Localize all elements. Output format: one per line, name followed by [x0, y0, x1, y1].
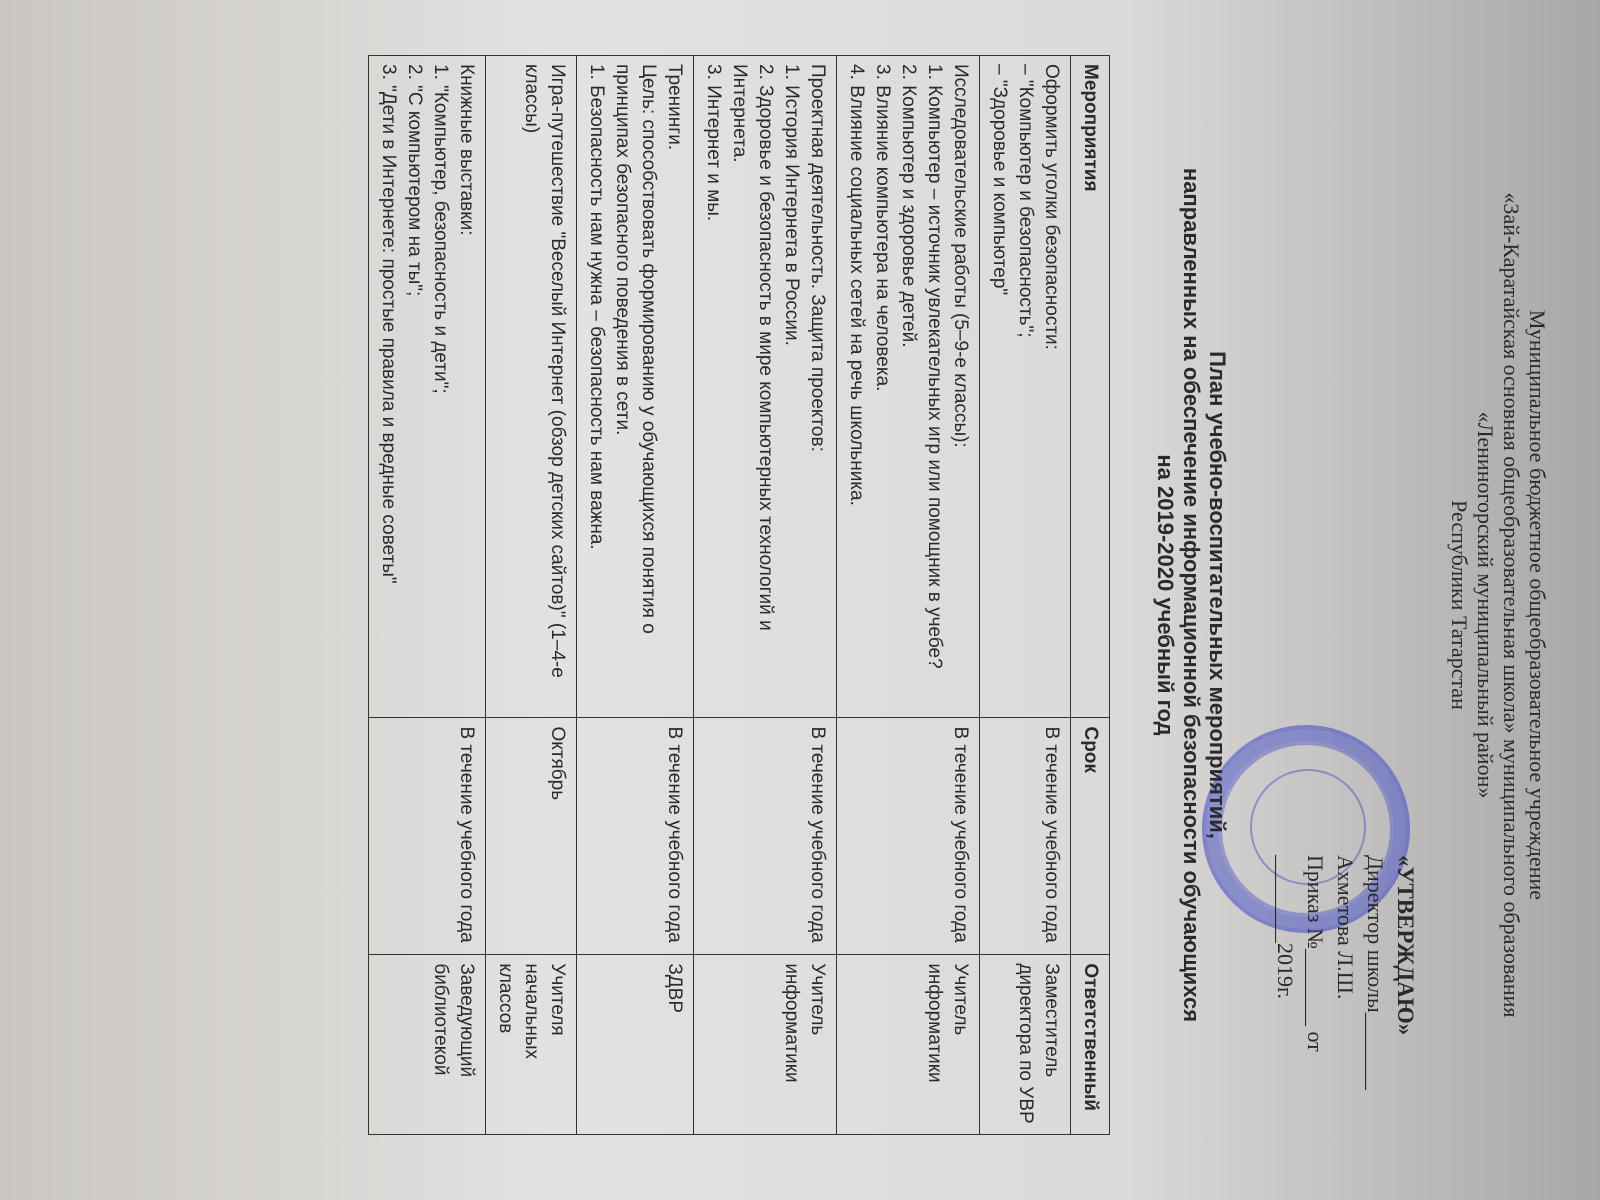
column-header-events: Мероприятия — [1071, 56, 1110, 718]
event-line: – "Компьютер и безопасность"; — [1015, 64, 1036, 338]
event-line: Цель: способствовать формированию у обучающихся понятия о принципах безопасного поведения в сети. — [612, 64, 659, 634]
event-line: 4. Влияние социальных сетей на речь школьника. — [846, 64, 867, 506]
title-line-2: направленных на обеспечение информационной безопасности обучающихся — [1179, 167, 1204, 1023]
event-line: 1. Компьютер – источник увлекательных игр или помощник в учебе? — [924, 64, 945, 669]
term-cell: Октябрь — [486, 718, 577, 955]
header-line: «Лениногорский муниципальный район» — [1473, 411, 1498, 799]
responsible-cell: ЗДВР — [577, 955, 694, 1135]
responsible-cell: Учитель информатики — [694, 955, 837, 1135]
term-cell: В течение учебного года — [577, 718, 694, 955]
header-line: «Зай-Каратайская основная общеобразовательная школа» муниципального образования — [1499, 192, 1524, 1018]
term-cell: В течение учебного года — [837, 718, 980, 955]
table-row — [694, 56, 837, 1135]
event-line: 3. Интернет и мы. — [703, 64, 724, 222]
event-cell — [486, 56, 577, 718]
event-line: – "Здоровье и компьютер" — [989, 64, 1010, 296]
activities-table — [368, 55, 1110, 1135]
column-header-term: Срок — [1071, 718, 1110, 955]
event-line: Исследовательские работы (5–9-е классы): — [950, 64, 971, 448]
event-line: 3. Влияние компьютера на человека. — [872, 64, 893, 392]
event-cell — [837, 56, 980, 718]
responsible-cell: Заместитель директора по УВР — [980, 955, 1071, 1135]
approval-block — [1270, 855, 1420, 1155]
approval-director: Директор школы_______ Ахметова Л.Ш. — [1333, 855, 1388, 1090]
column-header-responsible: Ответственный — [1071, 955, 1110, 1135]
approval-title: «УТВЕРЖДАЮ» — [1393, 855, 1418, 1036]
header-line: Республики Татарстан — [1447, 500, 1472, 710]
approval-order: Приказ №_______ от ________2019г. — [1273, 855, 1328, 1052]
table-row — [369, 56, 486, 1135]
header-line: Муниципальное бюджетное общеобразовательное учреждение — [1525, 309, 1550, 901]
event-line: 1. "Компьютер, безопасность и дети"; — [430, 64, 451, 394]
title-line-3: на 2019-2020 учебный год — [1153, 454, 1178, 736]
event-line: Проектная деятельность. Защита проектов: — [807, 64, 828, 452]
table-row — [486, 56, 577, 1135]
term-cell: В течение учебного года — [369, 718, 486, 955]
event-line: 1. Безопасность нам нужна – безопасность нам важна. — [586, 64, 607, 550]
table-row — [980, 56, 1071, 1135]
table-header-row — [1071, 56, 1110, 1135]
table-row — [837, 56, 980, 1135]
term-cell: В течение учебного года — [980, 718, 1071, 955]
responsible-cell: Заведующий библиотекой — [369, 955, 486, 1135]
event-line: Оформить уголки безопасности: — [1041, 64, 1062, 350]
event-line: Тренинги. — [664, 64, 685, 151]
table-row — [577, 56, 694, 1135]
institution-header — [1446, 65, 1550, 1145]
event-line: 3. "Дети в Интернете: простые правила и вредные советы" — [378, 64, 399, 584]
event-line: Книжные выставки: — [456, 64, 477, 236]
event-cell — [369, 56, 486, 718]
event-line: 1. История Интернета в России. — [781, 64, 802, 346]
document-title — [1152, 145, 1230, 1045]
event-line: 2. Здоровье и безопасность в мире компьютерных технологий и Интернета. — [729, 64, 776, 631]
event-line: Игра-путешествие "Веселый Интернет (обзор детских сайтов)" (1–4-е классы) — [521, 64, 568, 678]
event-cell — [577, 56, 694, 718]
responsible-cell: Учителя начальных классов — [486, 955, 577, 1135]
document-sheet — [20, 25, 1580, 1175]
title-line-1: План учебно-воспитательных мероприятий, — [1205, 351, 1230, 839]
event-line: 2. "С компьютером на ты"; — [404, 64, 425, 297]
term-cell: В течение учебного года — [694, 718, 837, 955]
event-line: 2. Компьютер и здоровье детей. — [898, 64, 919, 348]
event-cell — [980, 56, 1071, 718]
responsible-cell: Учитель информатики — [837, 955, 980, 1135]
event-cell — [694, 56, 837, 718]
